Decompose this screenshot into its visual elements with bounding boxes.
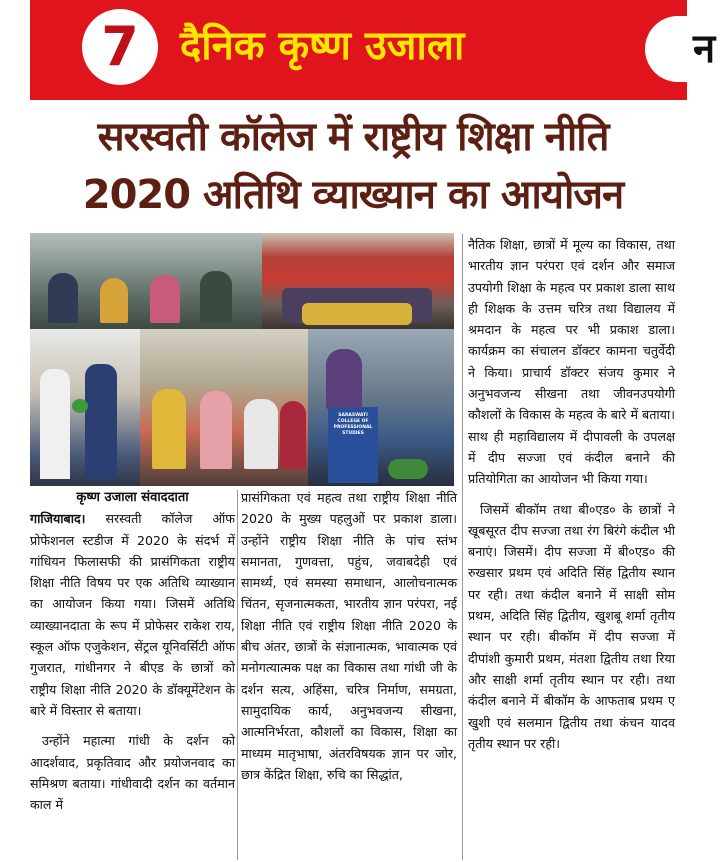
- newspaper-name: दैनिक कृष्ण उजाला: [180, 23, 465, 69]
- photo-audience: [140, 329, 308, 486]
- masthead: [30, 0, 716, 100]
- photo-classroom-students: [30, 233, 262, 329]
- paragraph-1-text: सरस्वती कॉलेज ऑफ प्रोफेशनल स्टडीज में 2020 के संदर्भ में गांधियन फिलासफी की प्रासंगिकता राष्ट्रीय शिक्षा नीति विषय पर एक अतिथि व्याख्यान का आयोजन किया गया। जिसमें अतिथि व्याख्यानदाता के रूप में प्रोफेसर राकेश राय, स्कूल ऑफ एजुकेशन, सेंट्रल यूनिवर्सिटी ऑफ गुजरात, गांधीनगर ने बीएड के छात्रों को राष्ट्रीय शिक्षा नीति 2020 के डॉक्यूमेंटेशन के बारे में विस्तार से बताया।: [30, 511, 235, 718]
- article-column-3: [468, 234, 675, 754]
- dateline: गाजियाबाद।: [30, 511, 86, 527]
- right-tab-glyph: न: [693, 26, 716, 72]
- article-column-1: [30, 487, 235, 815]
- photo-lecture-podium: [308, 329, 454, 486]
- article-paragraph-1: [30, 508, 235, 721]
- article-paragraph-5: जिसमें बीकॉम तथा बी०एड० के छात्रों ने खूबसूरत दीप सज्जा तथा रंग बिरंगे कंदील भी बनाएं। जिसमें। दीप सज्जा में बी०एड० की रुखसार प्रथम एवं अदिति सिंह द्वितीय स्थान पर रही। तथा कंदील बनाने में साक्षी सोम प्रथम, अदिति सिंह द्वितीय, खुशबू शर्मा तृतीय स्थान पर रही। बीकॉम में दीप सज्जा में दीपांशी कुमारी प्रथम, मंतशा द्वितीय तथा रिया और साक्षी शर्मा तृतीय स्थान पर रही। तथा कंदील बनाने में बीकॉम के आफताब प्रथम ए खुशी एवं सलमान द्वितीय तथा कंचन यादव तृतीय स्थान पर रही।: [468, 501, 675, 751]
- column-divider: [237, 490, 238, 860]
- article-paragraph-4: नैतिक शिक्षा, छात्रों में मूल्य का विकास, तथा भारतीय ज्ञान परंपरा एवं दर्शन और समाज उपयोगी शिक्षा के महत्व पर प्रकाश डाला साथ ही शिक्षक के उत्तम चरित्र तथा विद्यालय में श्रमदान के महत्व पर भी प्रकाश डाला। कार्यक्रम का संचालन डॉक्टर कामना चतुर्वेदी ने किया। प्राचार्य डॉक्टर संजय कुमार ने अनुभवजन्य सीखना तथा जीवनउपयोगी कौशलों के विकास के महत्व के बारे में बताया। साथ ही महाविद्यालय में दीपावली के उपलक्ष में दीप सज्जा एवं कंदील बनाने की प्रतियोगिता का आयोजन भी किया गया।: [468, 237, 675, 487]
- article-paragraph-3: प्रासंगिकता एवं महत्व तथा राष्ट्रीय शिक्षा नीति 2020 के मुख्य पहलुओं पर प्रकाश डाला। उन्होंने राष्ट्रीय शिक्षा नीति के पांच स्तंभ समानता, गुणवत्ता, पहुंच, जवाबदेही एवं सामर्थ्य, एवं समस्या समाधान, आलोचनात्मक चिंतन, सृजनात्मकता, भारतीय ज्ञान परंपरा, नई शिक्षा नीति एवं राष्ट्रीय शिक्षा नीति 2020 के बीच अंतर, छात्रों के संज्ञानात्मक, भावात्मक एवं मनोगत्यात्मक पक्ष का विकास तथा गांधी जी के दर्शन सत्य, अहिंसा, चरित्र निर्माण, समग्रता, सामुदायिक कार्य, अनुभवजन्य सीखना, आत्मनिर्भरता, कौशलों का विकास, शिक्षा का माध्यम मातृभाषा, अंतरविषयक ज्ञान पर जोर, छात्र केंद्रित शिक्षा, रुचि का सिद्धांत,: [241, 490, 457, 782]
- podium-college-name: SARASWATI COLLEGE OF PROFESSIONAL STUDIES: [333, 413, 373, 436]
- article-paragraph-2: उन्होंने महात्मा गांधी के दर्शन को आदर्शवाद, प्रकृतिवाद और प्रयोजनवाद का समिश्रण बताया। गांधीवादी दर्शन का वर्तमान काल में: [30, 733, 235, 813]
- headline: [28, 108, 678, 224]
- photo-felicitation: [30, 329, 140, 486]
- byline: कृष्ण उजाला संवाददाता: [76, 490, 189, 505]
- article-column-2: [241, 487, 457, 785]
- headline-line-2: 2020 अतिथि व्याख्यान का आयोजन: [82, 172, 624, 218]
- page-number: 7: [82, 9, 158, 85]
- photo-group-students: [262, 233, 454, 329]
- column-divider: [462, 234, 463, 860]
- masthead-right-tab: [645, 16, 725, 82]
- headline-line-1: सरस्वती कॉलेज में राष्ट्रीय शिक्षा नीति: [97, 114, 609, 160]
